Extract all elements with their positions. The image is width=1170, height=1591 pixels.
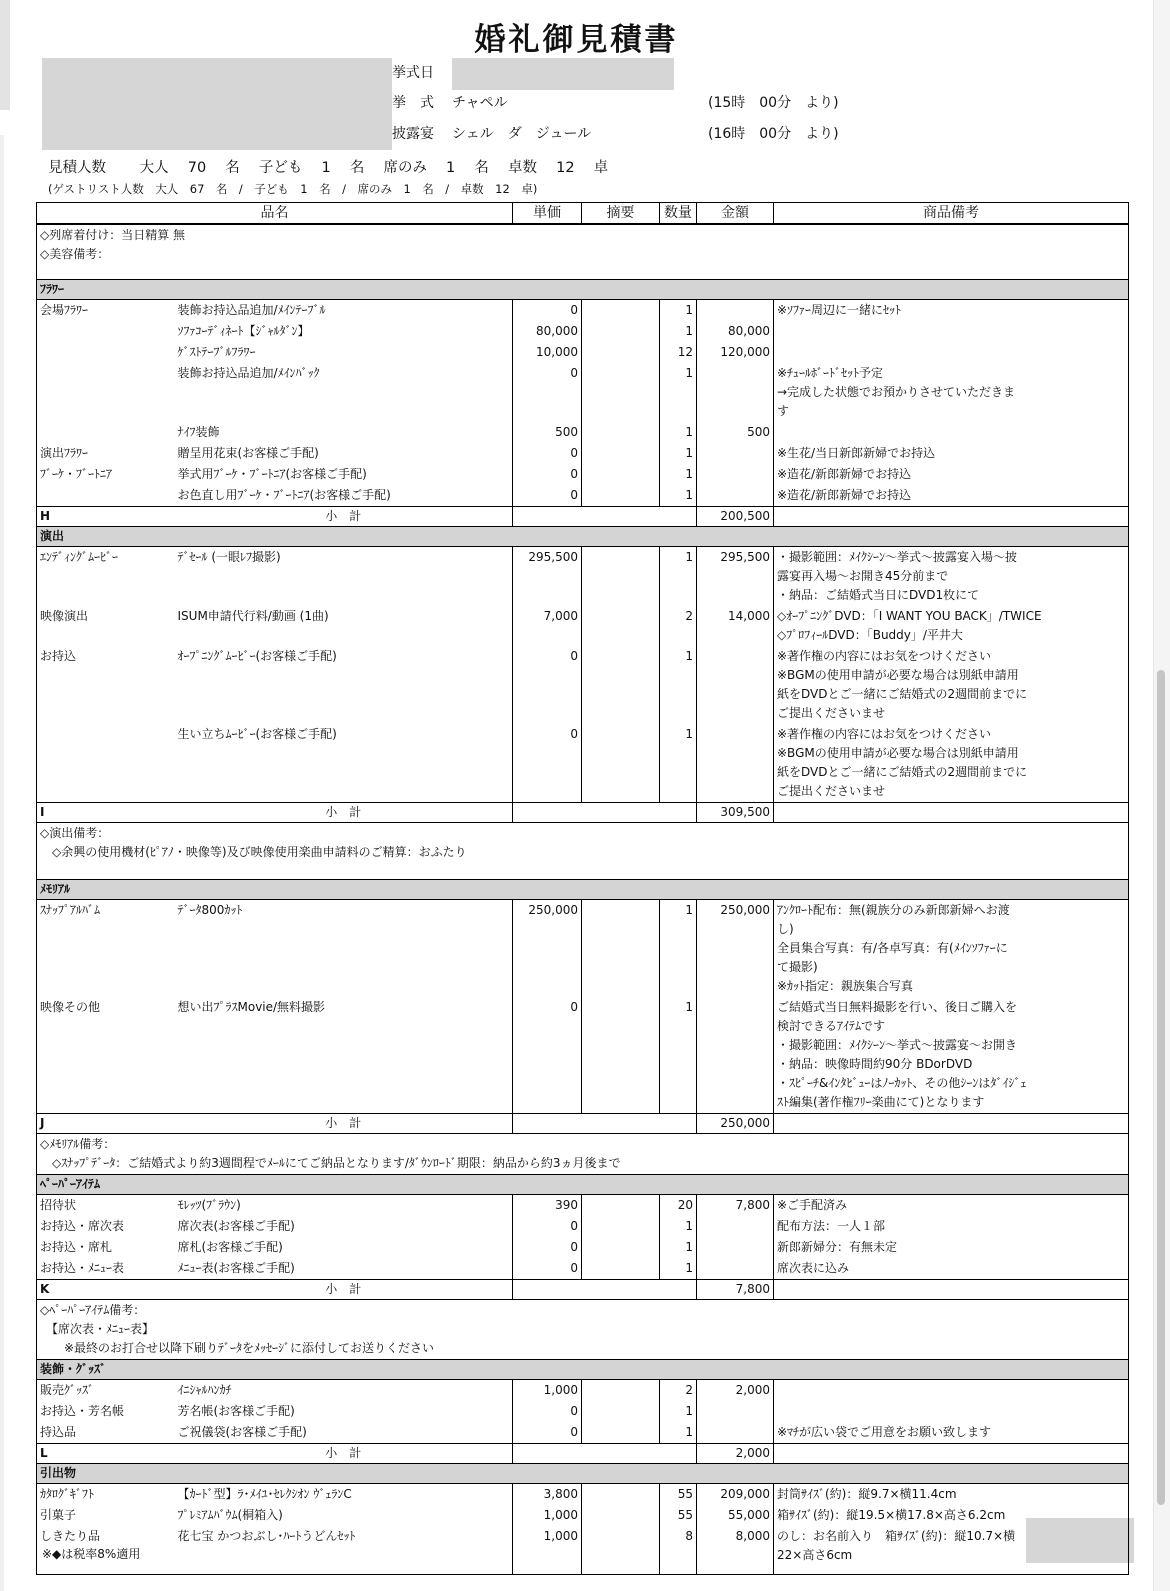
item-remarks: 箱ｻｲｽﾞ(約)：縦19.5×横17.8×高さ6.2cm <box>774 1505 1129 1526</box>
section-header-row <box>37 280 1129 300</box>
section-title: ﾌﾗﾜｰ <box>37 280 1129 300</box>
subtotal-spacer <box>513 1114 697 1134</box>
item-name: ISUM申請代行料/動画 (1曲) <box>175 606 513 646</box>
quantity: 1 <box>660 724 697 803</box>
item-remarks: ※造花/新郎新婦でお持込 <box>774 485 1129 507</box>
item-name: ﾌﾟﾚﾐｱﾑﾊﾞｳﾑ(桐箱入) <box>175 1505 513 1526</box>
summary-cell <box>582 485 660 507</box>
item-remarks: ※著作権の内容にはお気をつけください ※BGMの使用申請が必要な場合は別紙申請用 紙をDVDとご一緒にご結婚式の2週間前までに ご提出くださいませ <box>774 646 1129 724</box>
estimate-headcount: 見積人数 大人 70 名 子ども 1 名 席のみ 1 名 卓数 12 卓 <box>48 160 609 176</box>
summary-cell <box>582 547 660 607</box>
item-category: ﾌﾞｰｹ・ﾌﾞｰﾄﾆｱ <box>37 464 175 485</box>
amount: 295,500 <box>697 547 774 607</box>
item-name: ﾓﾚｯﾂ(ﾌﾞﾗｳﾝ) <box>175 1195 513 1217</box>
quantity: 1 <box>660 1216 697 1237</box>
amount: 120,000 <box>697 342 774 363</box>
reception-venue: シェル ダ ジュール <box>452 126 592 142</box>
amount <box>697 363 774 422</box>
subtotal-amount: 7,800 <box>697 1280 774 1300</box>
table-row <box>37 900 1129 998</box>
section-title: 演出 <box>37 527 1129 547</box>
amount <box>697 1422 774 1444</box>
unit-price: 390 <box>513 1195 582 1217</box>
section-header-row <box>37 1464 1129 1484</box>
summary-cell <box>582 363 660 422</box>
subtotal-spacer <box>513 803 697 823</box>
tax-footnote: ※◆は税率8%適用 <box>42 1547 141 1561</box>
quantity: 1 <box>660 900 697 998</box>
remarks-text: ◇列席着付け：当日精算 無 ◇美容備考： <box>37 224 1129 280</box>
ceremony-label: 挙 式 <box>392 95 434 111</box>
col-header-amount: 金額 <box>697 203 774 225</box>
item-name: ｹﾞｽﾄﾃｰﾌﾞﾙﾌﾗﾜｰ <box>175 342 513 363</box>
guestlist-headcount: (ゲストリスト人数 大人 67 名 / 子ども 1 名 / 席のみ 1 名 / 卓数 12 卓) <box>48 182 538 196</box>
summary-cell <box>582 997 660 1114</box>
amount <box>697 443 774 464</box>
section-title: 引出物 <box>37 1464 1129 1484</box>
section-title: ﾍﾟｰﾊﾟｰｱｲﾃﾑ <box>37 1175 1129 1195</box>
unit-price: 1,000 <box>513 1505 582 1526</box>
quantity: 1 <box>660 1237 697 1258</box>
quantity: 12 <box>660 342 697 363</box>
subtotal-amount: 200,500 <box>697 507 774 527</box>
summary-cell <box>582 646 660 724</box>
table-row <box>37 443 1129 464</box>
table-row <box>37 464 1129 485</box>
amount <box>697 1401 774 1422</box>
amount: 7,800 <box>697 1195 774 1217</box>
unit-price: 0 <box>513 646 582 724</box>
unit-price: 1,000 <box>513 1526 582 1575</box>
summary-cell <box>582 1401 660 1422</box>
subtotal-amount: 309,500 <box>697 803 774 823</box>
quantity: 8 <box>660 1526 697 1575</box>
subtotal-key: I <box>37 803 175 823</box>
unit-price: 0 <box>513 363 582 422</box>
unit-price: 7,000 <box>513 606 582 646</box>
item-category: お持込・席次表 <box>37 1216 175 1237</box>
item-remarks: のし：お名前入り 箱ｻｲｽﾞ(約)：縦10.7×横 22×高さ6cm <box>774 1526 1129 1575</box>
reception-label: 披露宴 <box>392 126 434 142</box>
item-name: ﾃﾞｾｰﾙ (一眼ﾚﾌ撮影) <box>175 547 513 607</box>
quantity: 55 <box>660 1484 697 1506</box>
table-row <box>37 646 1129 724</box>
item-category: しきたり品 <box>37 1526 175 1575</box>
item-remarks: ｱﾝｸﾛｰﾄ配布：無(親族分のみ新郎新婦へお渡 し) 全員集合写真：有/各卓写真：有(ﾒｲﾝｿﾌｧｰに て撮影) ※ｶｯﾄ指定：親族集合写真 <box>774 900 1129 998</box>
item-category: 持込品 <box>37 1422 175 1444</box>
table-row <box>37 1422 1129 1444</box>
ceremony-venue: チャペル <box>452 95 508 111</box>
item-category: ｴﾝﾃﾞｨﾝｸﾞﾑｰﾋﾞｰ <box>37 547 175 607</box>
amount: 209,000 <box>697 1484 774 1506</box>
table-header-row <box>37 203 1129 225</box>
subtotal-row <box>37 1444 1129 1464</box>
amount: 250,000 <box>697 900 774 998</box>
item-name: 席札(お客様ご手配) <box>175 1237 513 1258</box>
subtotal-label: 小 計 <box>175 1444 513 1464</box>
section-header-row <box>37 1360 1129 1380</box>
amount <box>697 485 774 507</box>
item-name: ﾅｲﾌ装飾 <box>175 422 513 443</box>
scrollbar-thumb[interactable] <box>1157 670 1165 1505</box>
item-remarks <box>774 321 1129 342</box>
quantity: 1 <box>660 321 697 342</box>
amount: 500 <box>697 422 774 443</box>
item-remarks <box>774 342 1129 363</box>
summary-cell <box>582 1237 660 1258</box>
item-name: 想い出ﾌﾟﾗｽMovie/無料撮影 <box>175 997 513 1114</box>
item-category: 引菓子 <box>37 1505 175 1526</box>
unit-price: 0 <box>513 300 582 322</box>
subtotal-remarks <box>774 1280 1129 1300</box>
quantity: 20 <box>660 1195 697 1217</box>
item-remarks: 封筒ｻｲｽﾞ(約)：縦9.7×横11.4cm <box>774 1484 1129 1506</box>
subtotal-spacer <box>513 507 697 527</box>
table-row <box>37 485 1129 507</box>
quantity: 1 <box>660 464 697 485</box>
summary-cell <box>582 1380 660 1402</box>
item-category <box>37 422 175 443</box>
section-header-row <box>37 527 1129 547</box>
item-remarks: ※著作権の内容にはお気をつけください ※BGMの使用申請が必要な場合は別紙申請用 紙をDVDとご一緒にご結婚式の2週間前までに ご提出くださいませ <box>774 724 1129 803</box>
unit-price: 500 <box>513 422 582 443</box>
item-remarks: 席次表に込み <box>774 1258 1129 1280</box>
ceremony-time: (15時 00分 より) <box>708 95 839 111</box>
item-remarks: ※生花/当日新郎新婦でお持込 <box>774 443 1129 464</box>
item-category: 招待状 <box>37 1195 175 1217</box>
item-name: ご祝儀袋(お客様ご手配) <box>175 1422 513 1444</box>
remarks-row <box>37 1300 1129 1360</box>
redacted-block-date <box>452 58 674 90</box>
item-category <box>37 321 175 342</box>
unit-price: 250,000 <box>513 900 582 998</box>
amount <box>697 646 774 724</box>
quantity: 1 <box>660 547 697 607</box>
subtotal-remarks <box>774 1114 1129 1134</box>
item-category: ｽﾅｯﾌﾟｱﾙﾊﾞﾑ <box>37 900 175 998</box>
item-category: 演出ﾌﾗﾜｰ <box>37 443 175 464</box>
subtotal-remarks <box>774 507 1129 527</box>
item-name: 席次表(お客様ご手配) <box>175 1216 513 1237</box>
item-remarks: ※ﾁｭｰﾙﾎﾞｰﾄﾞｾｯﾄ予定 →完成した状態でお預かりさせていただきま す <box>774 363 1129 422</box>
item-category: お持込・席札 <box>37 1237 175 1258</box>
document-title: 婚礼御見積書 <box>474 22 679 58</box>
quantity: 1 <box>660 1401 697 1422</box>
subtotal-label: 小 計 <box>175 803 513 823</box>
subtotal-label: 小 計 <box>175 1114 513 1134</box>
unit-price: 0 <box>513 1258 582 1280</box>
table-row <box>37 1526 1129 1575</box>
unit-price: 0 <box>513 1237 582 1258</box>
unit-price: 0 <box>513 724 582 803</box>
table-row <box>37 724 1129 803</box>
item-name: 装飾お持込品追加/ﾒｲﾝﾃｰﾌﾞﾙ <box>175 300 513 322</box>
table-row <box>37 342 1129 363</box>
quantity: 1 <box>660 1422 697 1444</box>
item-name: ｲﾆｼｬﾙﾊﾝｶﾁ <box>175 1380 513 1402</box>
wedding-date-label: 挙式日 <box>392 65 434 81</box>
quantity: 55 <box>660 1505 697 1526</box>
subtotal-key: J <box>37 1114 175 1134</box>
table-row <box>37 321 1129 342</box>
summary-cell <box>582 300 660 322</box>
remarks-row <box>37 224 1129 280</box>
subtotal-key: H <box>37 507 175 527</box>
item-remarks <box>774 1401 1129 1422</box>
item-name: 装飾お持込品追加/ﾒｲﾝﾊﾞｯｸ <box>175 363 513 422</box>
summary-cell <box>582 1526 660 1575</box>
unit-price: 0 <box>513 1401 582 1422</box>
estimate-table <box>36 202 1129 1575</box>
item-remarks: ◇ｵｰﾌﾟﾆﾝｸﾞDVD：「I WANT YOU BACK」/TWICE ◇ﾌﾟﾛﾌｨｰﾙDVD：「Buddy」/平井大 <box>774 606 1129 646</box>
unit-price: 3,800 <box>513 1484 582 1506</box>
summary-cell <box>582 443 660 464</box>
item-remarks: 配布方法：一人１部 <box>774 1216 1129 1237</box>
item-name: 挙式用ﾌﾞｰｹ・ﾌﾞｰﾄﾆｱ(お客様ご手配) <box>175 464 513 485</box>
item-name: ｿﾌｧｺｰﾃﾞｨﾈｰﾄ【ｼﾞｬﾙﾀﾞﾝ】 <box>175 321 513 342</box>
amount <box>697 724 774 803</box>
quantity: 1 <box>660 300 697 322</box>
amount: 80,000 <box>697 321 774 342</box>
summary-cell <box>582 1216 660 1237</box>
subtotal-remarks <box>774 1444 1129 1464</box>
summary-cell <box>582 1505 660 1526</box>
unit-price: 0 <box>513 485 582 507</box>
summary-cell <box>582 1258 660 1280</box>
item-remarks: ※ご手配済み <box>774 1195 1129 1217</box>
item-remarks: ※ﾏﾁが広い袋でご用意をお願い致します <box>774 1422 1129 1444</box>
table-row <box>37 1258 1129 1280</box>
summary-cell <box>582 1484 660 1506</box>
unit-price: 295,500 <box>513 547 582 607</box>
subtotal-label: 小 計 <box>175 1280 513 1300</box>
subtotal-key: L <box>37 1444 175 1464</box>
table-row <box>37 1380 1129 1402</box>
subtotal-amount: 2,000 <box>697 1444 774 1464</box>
unit-price: 0 <box>513 997 582 1114</box>
table-row <box>37 422 1129 443</box>
amount <box>697 1237 774 1258</box>
subtotal-row <box>37 803 1129 823</box>
item-category: お持込・ﾒﾆｭｰ表 <box>37 1258 175 1280</box>
item-category: お持込・芳名帳 <box>37 1401 175 1422</box>
unit-price: 1,000 <box>513 1380 582 1402</box>
redacted-block-couple <box>42 58 392 150</box>
section-header-row <box>37 880 1129 900</box>
col-header-quantity: 数量 <box>660 203 697 225</box>
subtotal-spacer <box>513 1444 697 1464</box>
subtotal-label: 小 計 <box>175 507 513 527</box>
unit-price: 0 <box>513 1216 582 1237</box>
item-name: ﾃﾞｰﾀ800ｶｯﾄ <box>175 900 513 998</box>
summary-cell <box>582 1422 660 1444</box>
col-header-summary: 摘要 <box>582 203 660 225</box>
table-row <box>37 547 1129 607</box>
quantity: 2 <box>660 606 697 646</box>
table-row <box>37 1401 1129 1422</box>
item-remarks: ご結婚式当日無料撮影を行い、後日ご購入を 検討できるｱｲﾃﾑです ・撮影範囲：ﾒｲｸｼｰﾝ～挙式～披露宴～お開き ・納品：映像時間約90分 BDorDVD ・ｽﾋﾟｰﾁ&ｲﾝﾀﾋﾞｭｰはﾉｰｶｯﾄ、その他ｼｰﾝはﾀﾞｲｼﾞｪ ｽﾄ編集(著作権ﾌﾘｰ楽曲にて)となります <box>774 997 1129 1114</box>
quantity: 1 <box>660 997 697 1114</box>
quantity: 1 <box>660 1258 697 1280</box>
amount <box>697 1258 774 1280</box>
item-category: 映像その他 <box>37 997 175 1114</box>
item-category: 会場ﾌﾗﾜｰ <box>37 300 175 322</box>
remarks-row <box>37 823 1129 880</box>
section-title: ﾒﾓﾘｱﾙ <box>37 880 1129 900</box>
item-category <box>37 363 175 422</box>
section-header-row <box>37 1175 1129 1195</box>
amount: 2,000 <box>697 1380 774 1402</box>
summary-cell <box>582 321 660 342</box>
item-category: お持込 <box>37 646 175 724</box>
subtotal-remarks <box>774 803 1129 823</box>
table-row <box>37 1237 1129 1258</box>
unit-price: 0 <box>513 464 582 485</box>
item-name: 花七宝 かつおぶし･ﾊｰﾄうどんｾｯﾄ <box>175 1526 513 1575</box>
window-edge-lower <box>0 135 4 1591</box>
item-category: ｶﾀﾛｸﾞｷﾞﾌﾄ <box>37 1484 175 1506</box>
subtotal-amount: 250,000 <box>697 1114 774 1134</box>
col-header-item: 品名 <box>37 203 513 225</box>
table-row <box>37 1216 1129 1237</box>
item-category <box>37 342 175 363</box>
item-category <box>37 724 175 803</box>
remarks-text: ◇ﾒﾓﾘｱﾙ備考： ◇ｽﾅｯﾌﾟﾃﾞｰﾀ：ご結婚式より約3週間程でﾒｰﾙにてご納品となります/ﾀﾞｳﾝﾛｰﾄﾞ期限：納品から約3ヵ月後まで <box>37 1134 1129 1175</box>
summary-cell <box>582 606 660 646</box>
item-category <box>37 485 175 507</box>
remarks-text: ◇ﾍﾟｰﾊﾟｰｱｲﾃﾑ備考： 【席次表・ﾒﾆｭｰ表】 ※最終のお打合せ以降下刷りﾃﾞｰﾀをﾒｯｾｰｼﾞに添付してお送りください <box>37 1300 1129 1360</box>
item-remarks: 新郎新婦分：有無未定 <box>774 1237 1129 1258</box>
item-name: ﾒﾆｭｰ表(お客様ご手配) <box>175 1258 513 1280</box>
item-name: お色直し用ﾌﾞｰｹ・ﾌﾞｰﾄﾆｱ(お客様ご手配) <box>175 485 513 507</box>
item-name: 芳名帳(お客様ご手配) <box>175 1401 513 1422</box>
unit-price: 10,000 <box>513 342 582 363</box>
unit-price: 0 <box>513 1422 582 1444</box>
subtotal-row <box>37 507 1129 527</box>
table-row <box>37 1195 1129 1217</box>
col-header-remarks: 商品備考 <box>774 203 1129 225</box>
summary-cell <box>582 422 660 443</box>
quantity: 2 <box>660 1380 697 1402</box>
reception-time: (16時 00分 より) <box>708 126 839 142</box>
summary-cell <box>582 1195 660 1217</box>
unit-price: 80,000 <box>513 321 582 342</box>
item-category: 販売ｸﾞｯｽﾞ <box>37 1380 175 1402</box>
amount <box>697 300 774 322</box>
amount: 55,000 <box>697 1505 774 1526</box>
amount: 14,000 <box>697 606 774 646</box>
item-remarks: ※ｿﾌｧｰ周辺に一緒にｾｯﾄ <box>774 300 1129 322</box>
item-remarks: ※造花/新郎新婦でお持込 <box>774 464 1129 485</box>
subtotal-key: K <box>37 1280 175 1300</box>
table-row <box>37 1484 1129 1506</box>
summary-cell <box>582 900 660 998</box>
subtotal-spacer <box>513 1280 697 1300</box>
quantity: 1 <box>660 485 697 507</box>
quantity: 1 <box>660 363 697 422</box>
item-remarks <box>774 1380 1129 1402</box>
amount <box>697 464 774 485</box>
quantity: 1 <box>660 422 697 443</box>
amount: 8,000 <box>697 1526 774 1575</box>
quantity: 1 <box>660 646 697 724</box>
table-row <box>37 997 1129 1114</box>
table-row <box>37 1505 1129 1526</box>
subtotal-row <box>37 1114 1129 1134</box>
item-name: ｵｰﾌﾟﾆﾝｸﾞﾑｰﾋﾞｰ(お客様ご手配) <box>175 646 513 724</box>
amount <box>697 997 774 1114</box>
subtotal-row <box>37 1280 1129 1300</box>
summary-cell <box>582 464 660 485</box>
summary-cell <box>582 724 660 803</box>
item-name: 贈呈用花束(お客様ご手配) <box>175 443 513 464</box>
item-category: 映像演出 <box>37 606 175 646</box>
summary-cell <box>582 342 660 363</box>
table-row <box>37 606 1129 646</box>
quantity: 1 <box>660 443 697 464</box>
item-remarks <box>774 422 1129 443</box>
amount <box>697 1216 774 1237</box>
col-header-unit-price: 単価 <box>513 203 582 225</box>
item-name: 【ｶｰﾄﾞ型】ﾗ･ﾒｲﾕ･ｾﾚｸｼｵﾝ ｳﾞｪﾗﾝC <box>175 1484 513 1506</box>
table-row <box>37 300 1129 322</box>
item-name: 生い立ちﾑｰﾋﾞｰ(お客様ご手配) <box>175 724 513 803</box>
unit-price: 0 <box>513 443 582 464</box>
section-title: 装飾・ｸﾞｯｽﾞ <box>37 1360 1129 1380</box>
table-row <box>37 363 1129 422</box>
remarks-row <box>37 1134 1129 1175</box>
remarks-text: ◇演出備考： ◇余興の使用機材(ﾋﾟｱﾉ・映像等)及び映像使用楽曲申請料のご精算：おふたり <box>37 823 1129 880</box>
item-remarks: ・撮影範囲：ﾒｲｸｼｰﾝ～挙式～披露宴入場～披 露宴再入場～お開き45分前まで ・納品：ご結婚式当日にDVD1枚にて <box>774 547 1129 607</box>
